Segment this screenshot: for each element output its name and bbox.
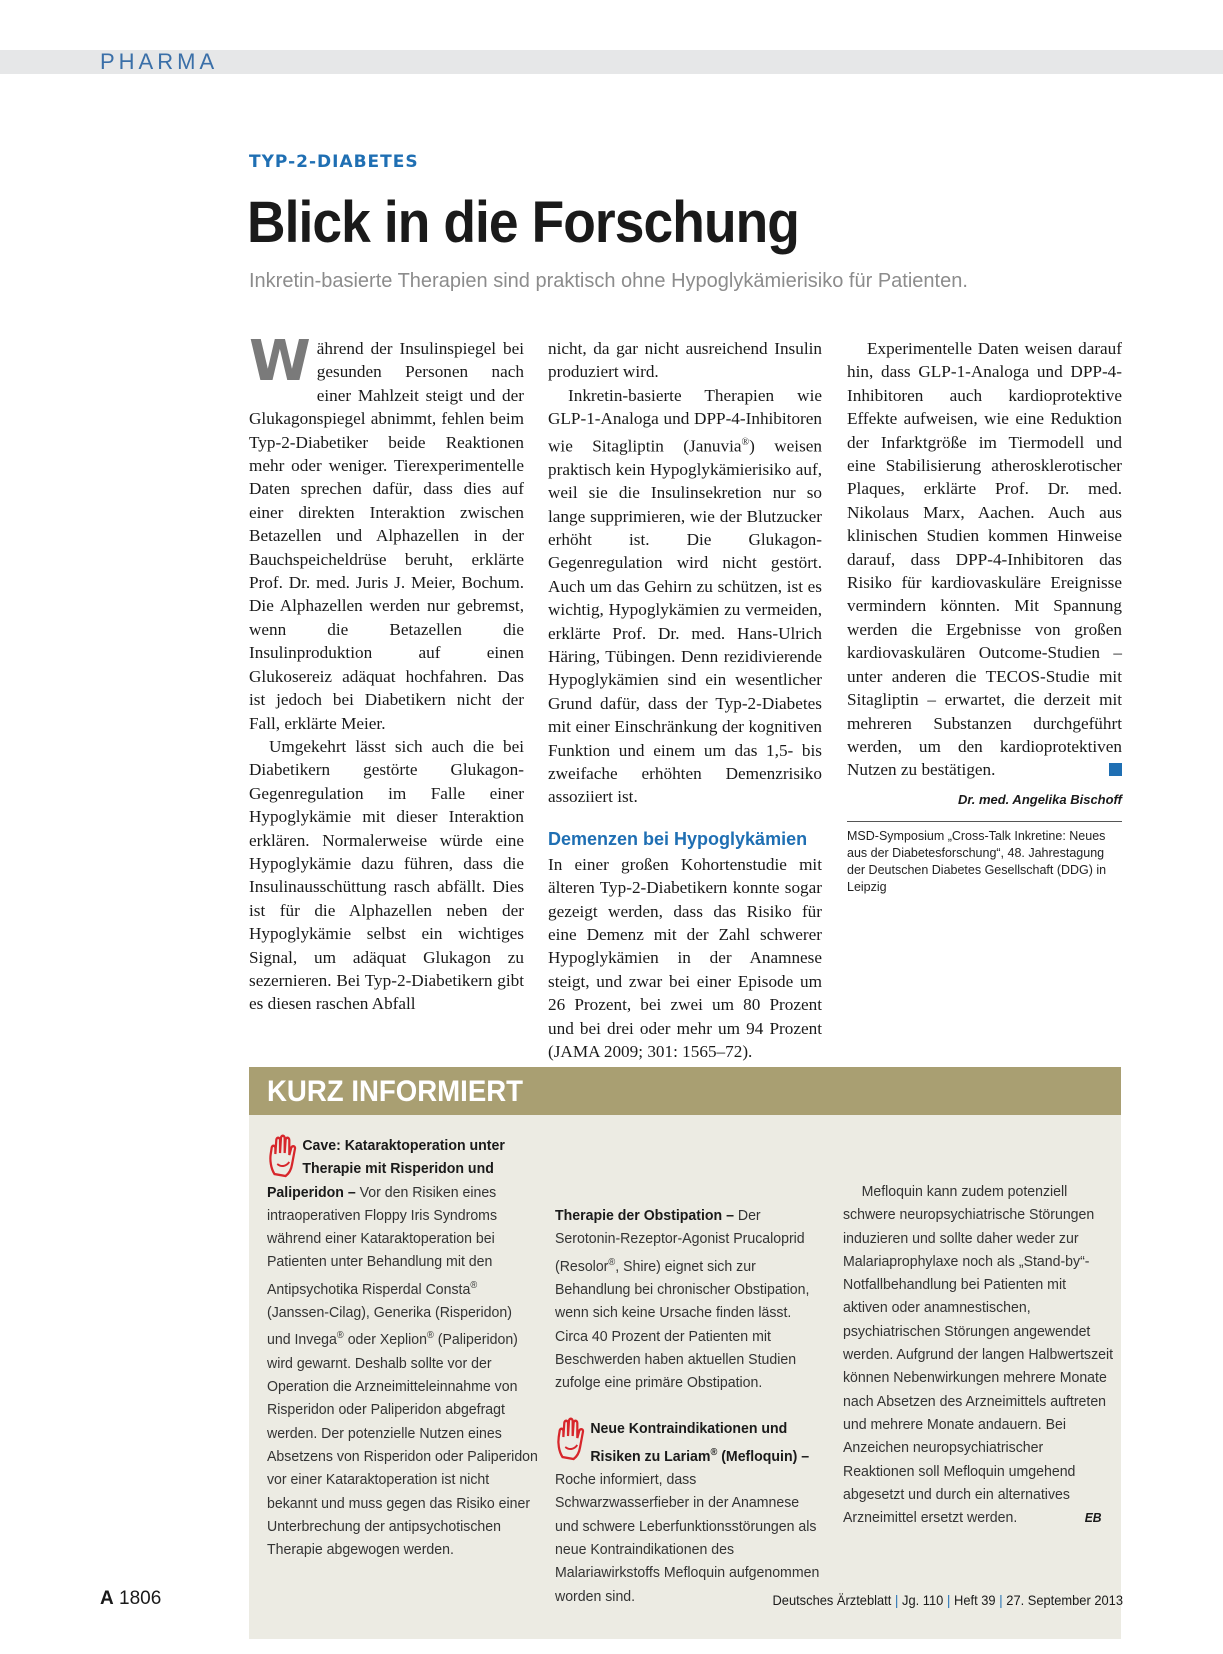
red-hand-icon: [555, 1417, 587, 1461]
paragraph: Experimentelle Daten weisen darauf hin, dass GLP-1-Analoga und DPP-4-Inhibitoren auch kardioprotektive Effekte aufweisen, wie eine Reduktion der Infarktgröße im Tiermodell und eine Stabilisierung atherosklerotischer Plaques, erklärte Prof. Dr. med. Nikolaus Marx, Aachen. Auch aus klinischen Studien kommen Hinweise darauf, dass DPP-4-Inhibitoren das Risiko für kardiovaskuläre Ereignisse vermindern könnten. Mit Spannung werden die Ergebnisse von großen kardiovaskulären Outcome-Studien – unter anderen die TECOS-Studie mit Sitagliptin – erwartet, die derzeit mit mehreren Substanzen durchgeführt werden, um den kardioprotektiven Nutzen zu bestätigen.: [847, 339, 1122, 780]
end-mark-icon: [1109, 763, 1122, 776]
paragraph: Während der Insulinspiegel bei gesunden Personen nach einer Mahlzeit steigt und der Glukagonspiegel abnimmt, fehlen beim Typ-2-Diabetiker beide Reaktionen mehr oder weniger. Tierexperimentelle Daten sprechen dafür, dass dies auf einer direkten Interaktion zwischen Betazellen und Alphazellen in der Bauchspeicheldrüse beruht, erklärte Prof. Dr. med. Juris J. Meier, Bochum. Die Alphazellen werden nur gebremst, wenn die Betazellen die Insulinproduktion auf einen Glukosereiz adäquat hochfahren. Das ist jedoch bei Diabetikern nicht der Fall, erklärte Meier.: [249, 329, 524, 733]
paragraph: In einer großen Kohortenstudie mit älteren Typ-2-Diabetikern konnte sogar gezeigt werden, dass das Risiko für eine Demenz mit der Zahl schwerer Hypoglykämien in der Anamnese steigt, und zwar bei einer Episode um 26 Prozent, bei zwei um 80 Prozent und bei drei oder mehr um 94 Prozent (JAMA 2009; 301: 1565–72).: [548, 854, 822, 1062]
article-title: Blick in die Forschung: [247, 190, 799, 255]
article-subtitle: Inkretin-basierte Therapien sind praktisch ohne Hypoglykämierisiko für Patienten.: [249, 270, 968, 292]
divider: [847, 821, 1122, 822]
box-column-1: [267, 1134, 539, 1561]
box-column-3: [843, 1134, 1115, 1529]
author: Dr. med. Angelika Bischoff: [958, 791, 1122, 807]
paragraph: Inkretin-basierte Therapien wie GLP-1-Analoga und DPP-4-Inhibitoren wie Sitagliptin (Januvia®) weisen praktisch kein Hypoglykämierisiko auf, weil sie die Insulinsekretion nur so lange supprimieren, wie der Blutzucker erhöht ist. Die Glukagon-Gegenregulation wird nicht gestört. Auch um das Gehirn zu schützen, ist es wichtig, Hypoglykämien zu vermeiden, erklärte Prof. Dr. med. Hans-Ulrich Häring, Tübingen. Denn rezidivierende Hypoglykämien sind ein wesentlicher Grund dafür, dass der Typ-2-Diabetes mit einer Einschränkung der kognitiven Funktion und einem um das 1,5- bis zweifache erhöhten Demenzrisiko assoziiert ist.: [548, 385, 822, 807]
section-label: PHARMA: [100, 49, 219, 74]
drop-cap: W: [249, 329, 311, 394]
article-kicker: TYP-2-DIABETES: [249, 152, 419, 172]
news-item-continued: Mefloquin kann zudem potenziell schwere neuropsychiatrische Störungen induzieren und sollte daher weder zur Malariaprophylaxe noch als „Stand-by“-Notfallbehandlung bei Patienten mit aktiven oder anamnestischen, psychiatrischen Störungen angewendet werden. Aufgrund der langen Halbwertszeit können Nebenwirkungen mehrere Monate nach Absetzen des Arzneimittels auftreten und mehrere Monate andauern. Bei Anzeichen neuropsychiatrischer Reaktionen soll Mefloquin umgehend abgesetzt und durch ein alternatives Arzneimittel ersetzt werden. EB: [843, 1180, 1115, 1529]
article-column-2: [548, 337, 822, 1062]
box-column-2: [555, 1134, 827, 1608]
page-number: A 1806: [100, 1588, 162, 1609]
paragraph: Umgekehrt lässt sich auch die bei Diabetikern gestörte Glukagon-Gegenregulation im Falle einer Hypoglykämie mit dieser Interaktion erklären. Normalerweise würde eine Hypoglykämie dazu führen, dass die Insulinausschüttung rasch abfällt. Dies ist für die Alphazellen neben der Hypoglykämie selbst ein wichtiges Signal, um adäquat Glukagon zu sezernieren. Bei Typ-2-Diabetikern gibt es diesen raschen Abfall: [249, 736, 524, 1014]
section-subhead: Demenzen bei Hypoglykämien: [548, 828, 808, 849]
box-title: KURZ INFORMIERT: [267, 1075, 524, 1108]
journal-info: Deutsches Ärzteblatt | Jg. 110 | Heft 39 | 27. September 2013: [772, 1592, 1123, 1608]
news-item: Cave: Kataraktoperation unter Therapie mit Risperidon und Paliperidon – Vor den Risiken eines intraoperativen Floppy Iris Syndroms während einer Kataraktoperation bei Patienten unter Behandlung mit den Antipsychotika Risperdal Consta® (Janssen-Cilag), Generika (Risperidon) und Invega® oder Xeplion® (Paliperidon) wird gewarnt. Deshalb sollte vor der Operation die Arzneimitteleinnahme von Risperidon oder Paliperidon abgefragt werden. Der potenzielle Nutzen eines Absetzens von Risperidon oder Paliperidon vor einer Kataraktoperation ist nicht bekannt und muss gegen das Risiko einer Unterbrechung der antipsychotischen Therapie abgewogen werden.: [267, 1134, 539, 1561]
article-column-3: [847, 337, 1122, 896]
source-note: MSD-Symposium „Cross-Talk Inkretine: Neues aus der Diabetesforschung“, 48. Jahrestagung der Deutschen Diabetes Gesellschaft (DDG) in Leipzig: [847, 829, 1107, 895]
article-column-1: [249, 329, 524, 1016]
news-item: Neue Kontraindikationen und Risiken zu Lariam® (Mefloquin) – Roche informiert, dass Schwarzwasserfieber in der Anamnese und schwere Leberfunktionsstörungen als neue Kontraindikationen des Malariawirkstoffs Mefloquin aufgenommen worden sind.: [555, 1417, 827, 1607]
paragraph: nicht, da gar nicht ausreichend Insulin produziert wird.: [548, 339, 822, 382]
initials: EB: [1084, 1510, 1102, 1526]
red-hand-icon: [267, 1134, 299, 1178]
news-item: Therapie der Obstipation – Der Serotonin-Rezeptor-Agonist Prucaloprid (Resolor®, Shire) eignet sich zur Behandlung bei chronischer Obstipation, wenn sich keine Ursache finden lässt. Circa 40 Prozent der Patienten mit Beschwerden haben aktuellen Studien zufolge eine primäre Obstipation.: [555, 1207, 810, 1392]
